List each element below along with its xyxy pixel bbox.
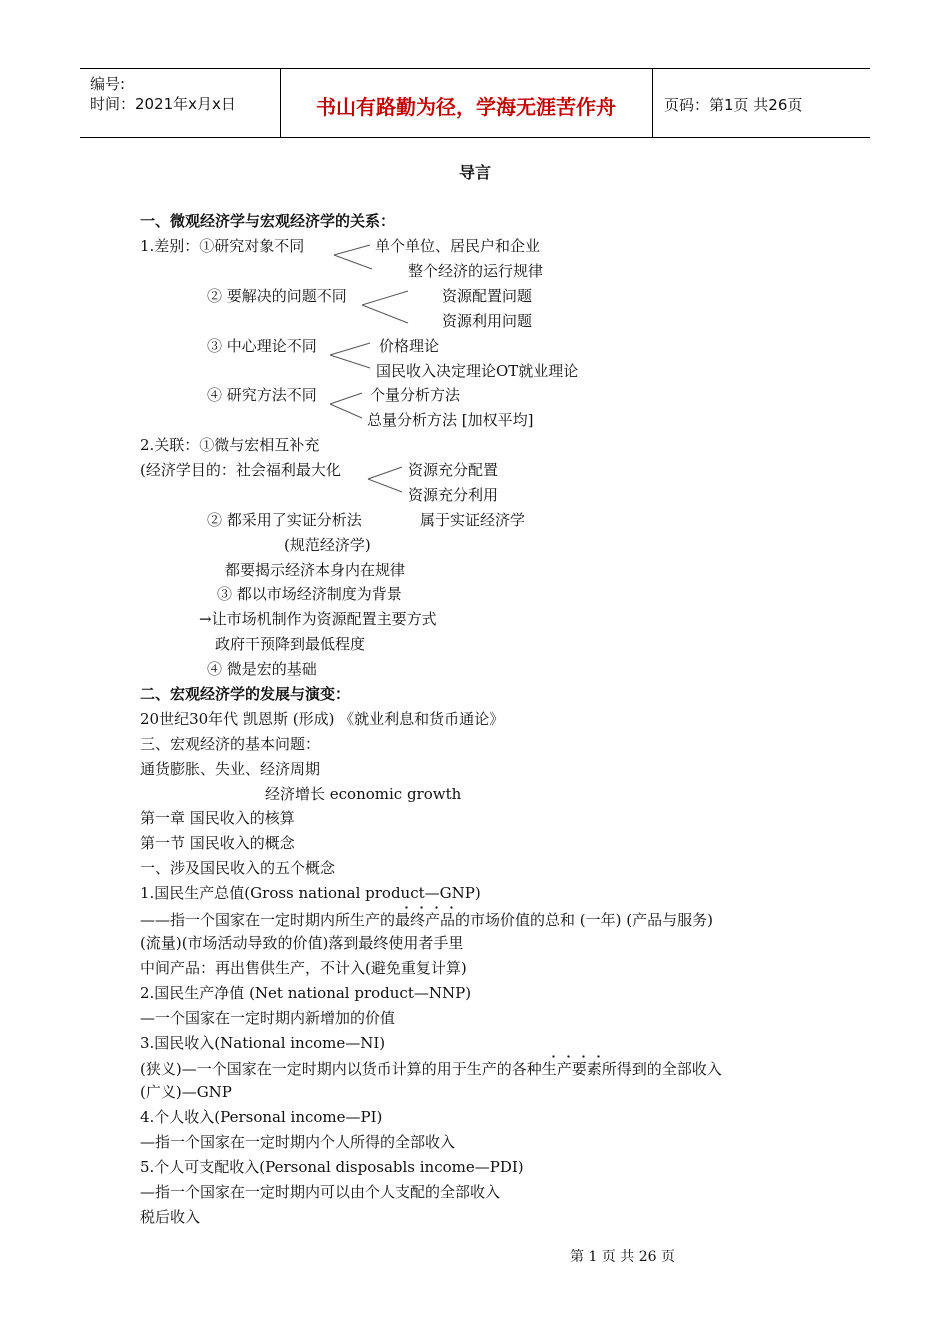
- text-segment: (狭义)—一个国家在一定时期内以货币计算的用于生产的各种: [140, 1060, 542, 1078]
- text-line: 资源充分配置: [408, 461, 499, 479]
- motto: 书山有路勤为径，学海无涯苦作舟: [316, 95, 616, 119]
- text-line: 都要揭示经济本身内在规律: [225, 561, 406, 579]
- number-label: 编号:: [90, 75, 126, 93]
- date-label: 时间：2021年x月x日: [90, 95, 236, 113]
- text-line: (广义)—GNP: [140, 1083, 232, 1101]
- text-line: 单个单位、居民户和企业: [375, 237, 541, 255]
- text-segment: 所得到的全部收入: [601, 1060, 722, 1078]
- text-line: —指一个国家在一定时期内可以由个人支配的全部收入: [140, 1183, 501, 1201]
- relation-label: 2.关联：①微与宏相互补充: [140, 436, 320, 454]
- emphasis-dotted: 最终产品: [395, 911, 456, 929]
- text-segment: 的市场价值的总和 (一年) (产品与服务): [455, 911, 713, 929]
- text-line: 税后收入: [140, 1208, 201, 1226]
- text-line: 通货膨胀、失业、经济周期: [140, 760, 321, 778]
- text-line: 20世纪30年代 凯恩斯 (形成) 《就业利息和货币通论》: [140, 710, 505, 728]
- text-line: —一个国家在一定时期内新增加的价值: [140, 1009, 396, 1027]
- text-line: [140, 910, 713, 930]
- section-heading: 一、微观经济学与宏观经济学的关系：: [140, 212, 396, 230]
- emphasis-dotted: 生产要素: [541, 1060, 602, 1078]
- text-line: ② 都采用了实证分析法: [207, 511, 362, 529]
- text-line: ③ 都以市场经济制度为背景: [217, 585, 402, 603]
- text-line: ④ 研究方法不同: [207, 386, 317, 404]
- text-line: 2.国民生产净值 (Net national product—NNP): [140, 984, 472, 1002]
- text-line: 个量分析方法: [370, 386, 461, 404]
- text-line: 1.国民生产总值(Gross national product—GNP): [140, 884, 481, 902]
- text-line: 资源利用问题: [442, 312, 533, 330]
- diff-label: 1.差别：①研究对象不同: [140, 237, 305, 255]
- text-line: 资源配置问题: [442, 287, 533, 305]
- document-title: 导言: [458, 163, 491, 182]
- text-line: (流量)(市场活动导致的价值)落到最终使用者手里: [140, 934, 464, 952]
- page-header: [80, 68, 870, 138]
- text-line: (经济学目的：社会福利最大化: [140, 461, 341, 479]
- page-footer: 第 1 页 共 26 页: [570, 1249, 675, 1265]
- header-info-cell: [80, 69, 281, 137]
- text-line: 中间产品：再出售供生产，不计入(避免重复计算): [140, 959, 467, 977]
- text-line: (规范经济学): [284, 536, 371, 554]
- text-line: 总量分析方法 [加权平均]: [367, 411, 534, 429]
- header-page-cell: [652, 69, 870, 137]
- text-line: [140, 1059, 722, 1079]
- text-line: —指一个国家在一定时期内个人所得的全部收入: [140, 1133, 456, 1151]
- text-line: 价格理论: [379, 337, 440, 355]
- page-info: 页码：第1页 共26页: [664, 96, 803, 114]
- text-line: 一、涉及国民收入的五个概念: [140, 859, 336, 877]
- header-motto-cell: [280, 69, 653, 137]
- text-line: 国民收入决定理论OT就业理论: [376, 362, 579, 380]
- text-line: ③ 中心理论不同: [207, 337, 317, 355]
- section-title: 第一节 国民收入的概念: [140, 834, 295, 852]
- text-segment: ——指一个国家在一定时期内所生产的: [140, 911, 396, 929]
- chapter-title: 第一章 国民收入的核算: [140, 809, 295, 827]
- text-line: 3.国民收入(National income—NI): [140, 1034, 386, 1052]
- text-line: 属于实证经济学: [420, 511, 526, 529]
- text-line: 资源充分利用: [408, 486, 499, 504]
- text-line: 整个经济的运行规律: [408, 262, 544, 280]
- text-line: 经济增长 economic growth: [265, 785, 462, 803]
- text-line: ④ 微是宏的基础: [207, 660, 317, 678]
- section-heading: 三、宏观经济的基本问题：: [140, 735, 321, 753]
- text-line: 4.个人收入(Personal income—PI): [140, 1108, 383, 1126]
- text-line: 5.个人可支配收入(Personal disposabls income—PDI): [140, 1158, 524, 1176]
- text-line: →让市场机制作为资源配置主要方式: [199, 610, 437, 628]
- section-heading: 二、宏观经济学的发展与演变：: [140, 685, 351, 703]
- text-line: 政府干预降到最低程度: [215, 635, 366, 653]
- text-line: ② 要解决的问题不同: [207, 287, 347, 305]
